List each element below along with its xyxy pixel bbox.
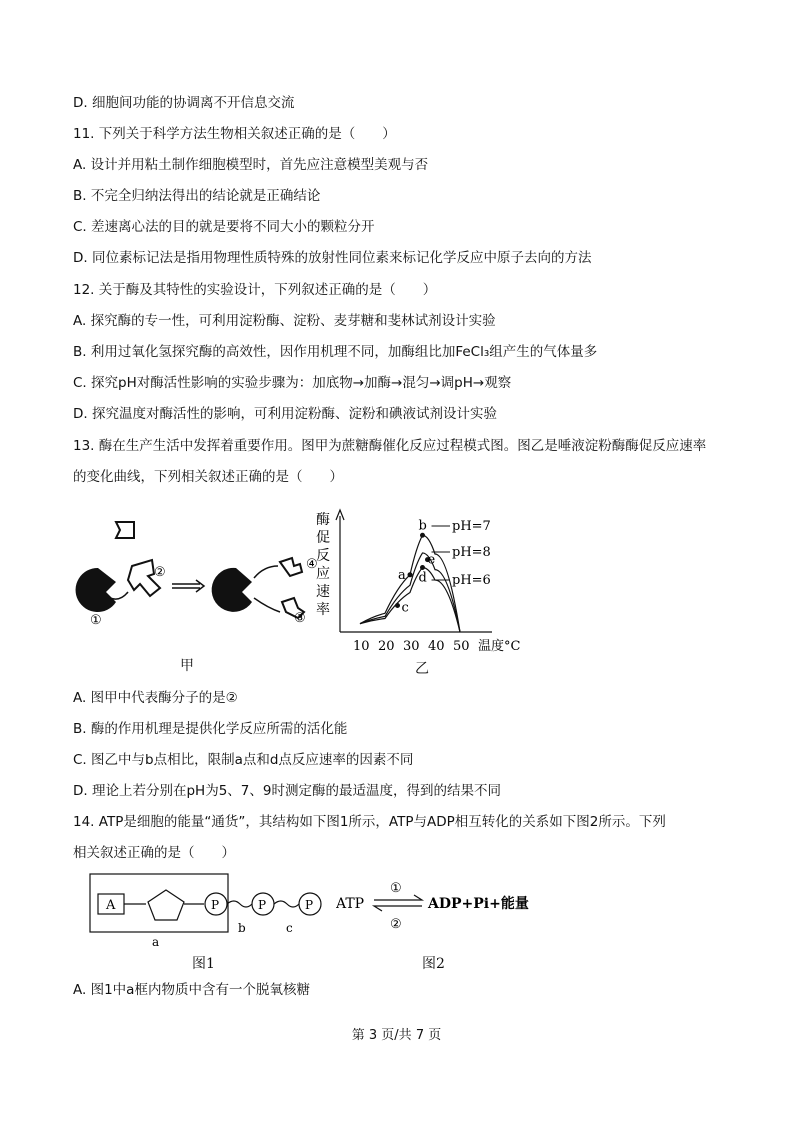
ribose-pentagon — [148, 890, 184, 920]
label-b: b — [238, 921, 246, 935]
arrow-curve-1 — [110, 592, 128, 599]
marker-1: ① — [90, 613, 102, 628]
label-a: a — [152, 935, 160, 949]
option-c-q11: C. 差速离心法的目的就是要将不同大小的颗粒分开 — [73, 219, 375, 235]
option-d-q11: D. 同位素标记法是指用物理性质特殊的放射性同位素来标记化学反应中原子去向的方法 — [73, 250, 592, 266]
point-label-d: d — [418, 570, 427, 586]
forward-marker: ① — [390, 881, 402, 896]
x-tick-label: 10 — [353, 639, 370, 654]
y-label-char: 速 — [316, 584, 330, 600]
marker-2: ② — [154, 565, 166, 580]
option-d-q10: D. 细胞间功能的协调离不开信息交流 — [73, 95, 295, 111]
adenine-label: A — [106, 898, 116, 913]
x-tick-label: 50 — [453, 639, 470, 654]
enzyme-shape-2 — [212, 568, 252, 612]
option-d-q13: D. 理论上若分别在pH为5、7、9时测定酶的最适温度，得到的结果不同 — [73, 783, 501, 799]
option-c-q12: C. 探究pH对酶活性影响的实验步骤为：加底物→加酶→混匀→调pH→观察 — [73, 375, 512, 391]
adp-label: ADP+Pi+能量 — [428, 896, 529, 912]
point-label-c: c — [401, 600, 409, 616]
figure-yi-chart — [312, 508, 532, 658]
option-d-q12: D. 探究温度对酶活性的影响，可利用淀粉酶、淀粉和碘液试剂设计实验 — [73, 406, 497, 422]
option-b-q12: B. 利用过氧化氢探究酶的高效性，因作用机理不同，加酶组比加FeCl₃组产生的气体量多 — [73, 344, 598, 360]
figure-jia-label: 甲 — [180, 658, 194, 674]
series-label: pH=6 — [452, 573, 491, 588]
question-14-line2: 相关叙述正确的是（ ） — [73, 845, 235, 861]
series-label: pH=8 — [452, 545, 491, 560]
figure-jia — [68, 518, 338, 630]
high-energy-bond-b — [227, 901, 252, 907]
option-a-q13: A. 图甲中代表酶分子的是② — [73, 690, 238, 706]
question-13-line2: 的变化曲线，下列相关叙述正确的是（ ） — [73, 469, 343, 485]
high-energy-bond-c — [274, 901, 299, 907]
point-label-b: b — [418, 518, 427, 534]
figure-2-label: 图2 — [422, 956, 445, 972]
option-a-q11: A. 设计并用粘土制作细胞模型时，首先应注意模型美观与否 — [73, 157, 429, 173]
backward-marker: ② — [390, 917, 402, 932]
svg-text:P: P — [258, 898, 267, 912]
figure-2-atp-adp — [336, 874, 546, 934]
point-b — [420, 533, 425, 538]
backward-arrow — [374, 906, 422, 911]
y-axis-label — [316, 512, 330, 618]
figure-1-label: 图1 — [192, 956, 215, 972]
x-axis-label: 温度°C — [478, 639, 521, 654]
option-c-q13: C. 图乙中与b点相比，限制a点和d点反应速率的因素不同 — [73, 752, 414, 768]
series-label: pH=7 — [452, 519, 491, 534]
question-11: 11. 下列关于科学方法生物相关叙述正确的是（ ） — [73, 126, 396, 142]
atp-label: ATP — [336, 896, 365, 912]
enzyme-shape-1 — [76, 568, 116, 612]
arrow-curve-3 — [254, 598, 280, 612]
svg-text:P: P — [211, 898, 220, 912]
product-shape-4 — [280, 558, 302, 576]
figure-yi-label: 乙 — [415, 661, 429, 677]
point-label-e: e — [427, 552, 436, 568]
point-label-a: a — [398, 567, 406, 583]
point-d — [420, 565, 425, 570]
process-arrow — [172, 580, 204, 592]
y-label-char: 反 — [316, 548, 330, 564]
y-label-char: 酶 — [316, 512, 330, 528]
question-13-line1: 13. 酶在生产生活中发挥着重要作用。图甲为蔗糖酶催化反应过程模式图。图乙是唾液淀粉酶酶促反应速率 — [73, 438, 707, 454]
svg-text:P: P — [305, 898, 314, 912]
y-label-char: 率 — [316, 602, 330, 618]
page-footer: 第 3 页/共 7 页 — [351, 1028, 442, 1043]
option-a-q14: A. 图1中a框内物质中含有一个脱氧核糖 — [73, 982, 310, 998]
question-12: 12. 关于酶及其特性的实验设计，下列叙述正确的是（ ） — [73, 282, 437, 298]
x-tick-label: 20 — [378, 639, 395, 654]
figure-1-atp-structure — [88, 872, 328, 952]
substrate-shape — [116, 522, 134, 538]
marker-4: ④ — [306, 557, 318, 572]
label-c: c — [286, 921, 293, 935]
option-b-q11: B. 不完全归纳法得出的结论就是正确结论 — [73, 188, 321, 204]
marker-3: ③ — [294, 611, 306, 626]
x-tick-label: 30 — [403, 639, 420, 654]
point-c — [395, 603, 400, 608]
y-label-char: 应 — [316, 566, 330, 582]
arrow-curve-2 — [254, 566, 278, 578]
x-tick-label: 40 — [428, 639, 445, 654]
option-b-q13: B. 酶的作用机理是提供化学反应所需的活化能 — [73, 721, 348, 737]
point-a — [408, 572, 413, 577]
option-a-q12: A. 探究酶的专一性，可利用淀粉酶、淀粉、麦芽糖和斐林试剂设计实验 — [73, 313, 496, 329]
y-label-char: 促 — [316, 530, 330, 546]
question-14-line1: 14. ATP是细胞的能量“通货”，其结构如下图1所示，ATP与ADP相互转化的关系如下图2所示。下列 — [73, 814, 666, 830]
